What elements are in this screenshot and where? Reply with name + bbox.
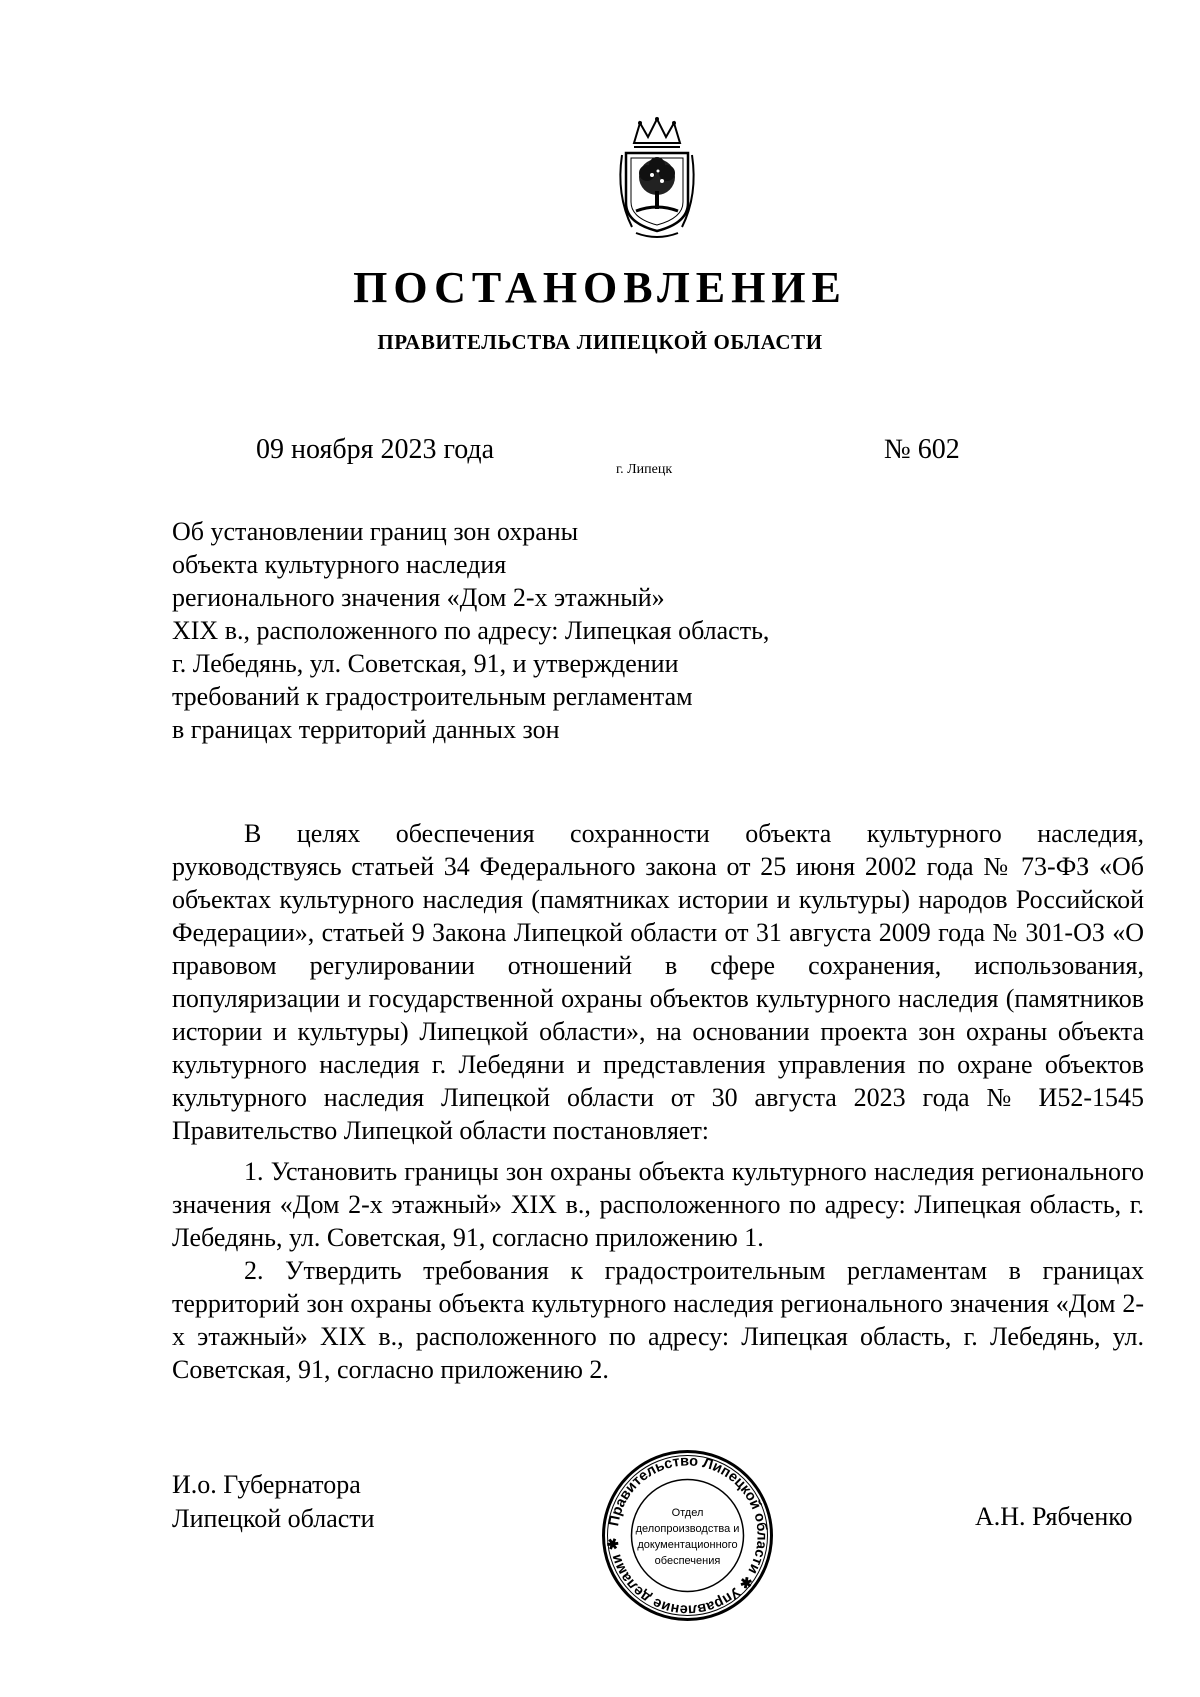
subject-line: XIX в., расположенного по адресу: Липецкая область, — [172, 616, 770, 645]
document-city: г. Липецк — [616, 462, 673, 477]
stamp-inner-line: Отдел — [671, 1507, 704, 1519]
subject-line: Об установлении границ зон охраны — [172, 517, 579, 546]
stamp-inner-line: делопроизводства и — [635, 1523, 740, 1535]
document-body — [172, 817, 1144, 1386]
signatory-position-line: И.о. Губернатора — [172, 1470, 361, 1499]
subject-line: требований к градостроительным регламентам — [172, 682, 693, 711]
resolution-item: 1. Установить границы зон охраны объекта культурного наследия регионального значения «Дом 2-х этажный» XIX в., расположенного по адресу: Липецкая область, г. Лебедянь, ул. Советская, 91, согласно приложению 1. — [172, 1157, 1144, 1252]
document-subject — [172, 515, 872, 746]
signatory-name: А.Н. Рябченко — [975, 1502, 1133, 1531]
stamp-inner-line: документационного — [637, 1539, 738, 1551]
document-title: ПОСТАНОВЛЕНИЕ — [353, 263, 847, 312]
svg-text:Правительство Липецкой области — [605, 1453, 769, 1617]
preamble-paragraph: В целях обеспечения сохранности объекта культурного наследия, руководствуясь статьей 34 Федерального закона от 25 июня 2002 года № 73-ФЗ «Об объектах культурного наследия (памятниках истории и культуры) народов Российской Федерации», статьей 9 Закона Липецкой области от 31 августа 2009 года № 301-ОЗ «О правовом регулировании отношений в сфере сохранения, использования, популяризации и государственной охраны объектов культурного наследия (памятников истории и культуры) Липецкой области», на основании проекта зон охраны объекта культурного наследия г. Лебедяни и представления управления по охране объектов культурного наследия Липецкой области от 30 августа 2023 года № И52-1545 Правительство Липецкой области постановляет: — [172, 819, 1144, 1145]
lipetsk-coat-of-arms-icon — [612, 115, 702, 243]
document-number: № 602 — [884, 434, 960, 465]
stamp-inner-line: обеспечения — [654, 1555, 721, 1567]
stamp-outer-text: Правительство Липецкой области ✱ Управление делами ✱ — [605, 1453, 770, 1618]
signatory-position — [172, 1468, 375, 1536]
document-subtitle: ПРАВИТЕЛЬСТВА ЛИПЕЦКОЙ ОБЛАСТИ — [377, 330, 823, 354]
subject-line: объекта культурного наследия — [172, 550, 507, 579]
official-stamp — [600, 1448, 775, 1623]
subject-line: регионального значения «Дом 2-х этажный» — [172, 583, 665, 612]
signatory-position-line: Липецкой области — [172, 1504, 375, 1533]
document-date: 09 ноября 2023 года — [256, 434, 495, 465]
subject-line: в границах территорий данных зон — [172, 715, 560, 744]
subject-line: г. Лебедянь, ул. Советская, 91, и утверждении — [172, 649, 679, 678]
resolution-item: 2. Утвердить требования к градостроительным регламентам в границах территорий зон охраны объекта культурного наследия регионального значения «Дом 2-х этажный» XIX в., расположенного по адресу: Липецкая область, г. Лебедянь, ул. Советская, 91, согласно приложению 2. — [172, 1256, 1144, 1384]
